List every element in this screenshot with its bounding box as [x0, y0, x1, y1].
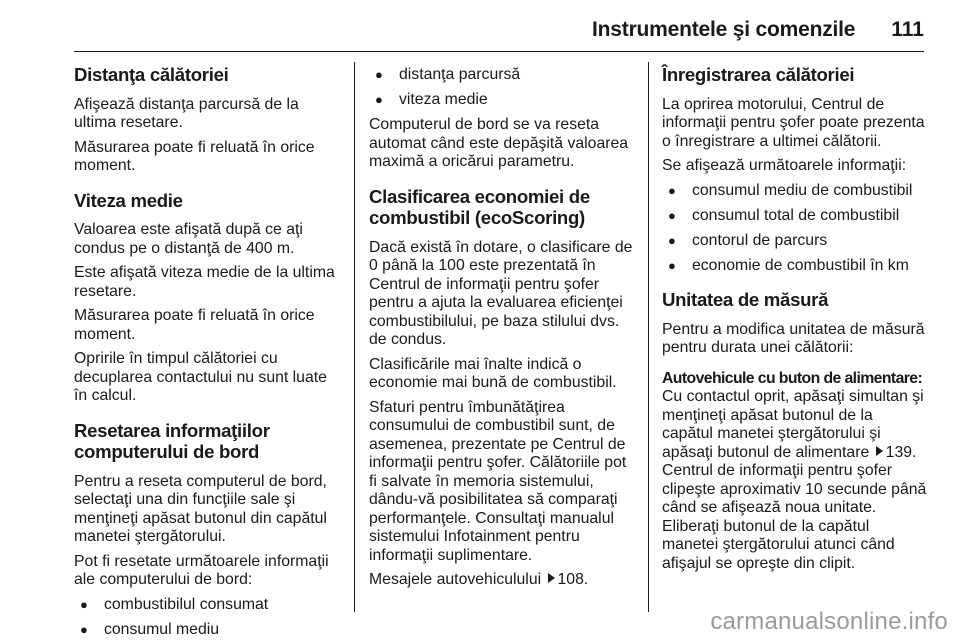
paragraph: Computerul de bord se va reseta automat când este depăşită valoarea maximă a oricărui parametru.: [369, 116, 629, 170]
paragraph: [662, 370, 928, 574]
list-item: ● viteza medie: [369, 91, 637, 110]
list-item: ● consumul mediu: [74, 621, 344, 640]
paragraph: Măsurarea poate fi reluată în orice moment.: [74, 138, 315, 174]
column-divider-1: [354, 62, 355, 612]
page-reference: 108.: [557, 571, 589, 588]
list-item: ● consumul total de combustibil: [662, 207, 928, 226]
heading-trip-record: Înregistrarea călătoriei: [662, 64, 855, 85]
paragraph: Se afişează următoarele informaţii:: [662, 157, 907, 174]
list-item: ● economie de combustibil în km: [662, 257, 928, 276]
column-2: [369, 62, 637, 596]
paragraph: La oprirea motorului, Centrul de informaţii pentru şofer poate prezenta o înregistrare a ultimei călătorii.: [662, 95, 925, 150]
reset-items-list: [74, 596, 344, 640]
paragraph: Dacă există în dotare, o clasificare de 0 până la 100 este prezentată în Centrul de informaţii pentru şofer pentru a ajuta la evaluarea eficienţei combustibilului, pe baza stilului dvs. de condus.: [369, 238, 633, 348]
paragraph: Este afişată viteza medie de la ultima resetare.: [74, 264, 335, 300]
paragraph: Opririle în timpul călătoriei cu decuplarea contactului nu sunt luate în calcul.: [74, 350, 327, 404]
paragraph: Pentru a modifica unitatea de măsură pentru durata unei călătorii:: [662, 320, 925, 356]
heading-reset-info: Resetarea informaţiilor computerului de bord: [74, 419, 270, 462]
page-reference-arrow-icon: [548, 573, 555, 583]
column-divider-2: [648, 62, 649, 612]
paragraph: Pot fi resetate următoarele informaţii ale computerului de bord:: [74, 552, 329, 588]
run-in-heading: Autovehicule cu buton de alimentare:: [662, 369, 923, 387]
heading-unit-of-measure: Unitatea de măsură: [662, 289, 829, 310]
list-item: ● distanţa parcursă: [369, 66, 637, 85]
list-item: ● contorul de parcurs: [662, 232, 928, 251]
paragraph: Clasificările mai înalte indică o economie mai bună de combustibil.: [369, 355, 617, 391]
column-1: [74, 62, 344, 642]
page-title: Instrumentele şi comenzile: [592, 18, 856, 41]
page-header: [74, 18, 924, 52]
unit-instructions-continued: Centrul de informaţii pentru şofer clipeşte aproximativ 10 secunde până când se afişează noua unitate. Eliberaţi butonul de la capătul manetei ştergătorului atunci când afişajul se opreşte din clipit.: [662, 462, 927, 572]
unit-instructions: Cu contactul oprit, apăsaţi simultan şi menţineţi apăsat butonul de la capătul manetei ştergătorului şi apăsaţi butonul de alimentare: [662, 388, 924, 461]
vehicle-messages-text: Mesajele autovehiculului: [369, 571, 542, 588]
column-3: [662, 62, 928, 579]
page-reference: 139.: [885, 443, 917, 461]
paragraph: Afişează distanţa parcursă de la ultima resetare.: [74, 95, 299, 131]
paragraph: Pentru a reseta computerul de bord, selectaţi una din funcţiile sale şi menţineţi apăsat butonul din capătul manetei ştergătorului.: [74, 472, 327, 545]
paragraph: Măsurarea poate fi reluată în orice moment.: [74, 307, 315, 343]
list-item: ● consumul mediu de combustibil: [662, 182, 928, 201]
watermark: carmanualsonline.info: [710, 608, 948, 635]
header-divider: [74, 51, 924, 52]
paragraph: Valoarea este afişată după ce aţi condus pe o distanţă de 400 m.: [74, 221, 303, 257]
paragraph: [369, 571, 637, 590]
heading-eco-scoring: Clasificarea economiei de combustibil (ecoScoring): [369, 185, 590, 228]
reset-items-list-continued: [369, 66, 637, 110]
list-item: ● combustibilul consumat: [74, 596, 344, 615]
page-reference-arrow-icon: [876, 446, 883, 456]
heading-average-speed: Viteza medie: [74, 189, 183, 211]
page-number: 111: [891, 18, 924, 41]
trip-record-list: [662, 182, 928, 276]
heading-trip-distance: Distanţa călătoriei: [74, 64, 229, 85]
paragraph: Sfaturi pentru îmbunătăţirea consumului de combustibil sunt, de asemenea, prezentate pe Centrul de informaţii pentru şofer. Călătoriile pot fi salvate în memoria sistemului, dându-vă posibilitatea să comparaţi performanţele. Consultaţi manualul sistemului Infotainment pentru informaţii suplimentare.: [369, 398, 627, 564]
